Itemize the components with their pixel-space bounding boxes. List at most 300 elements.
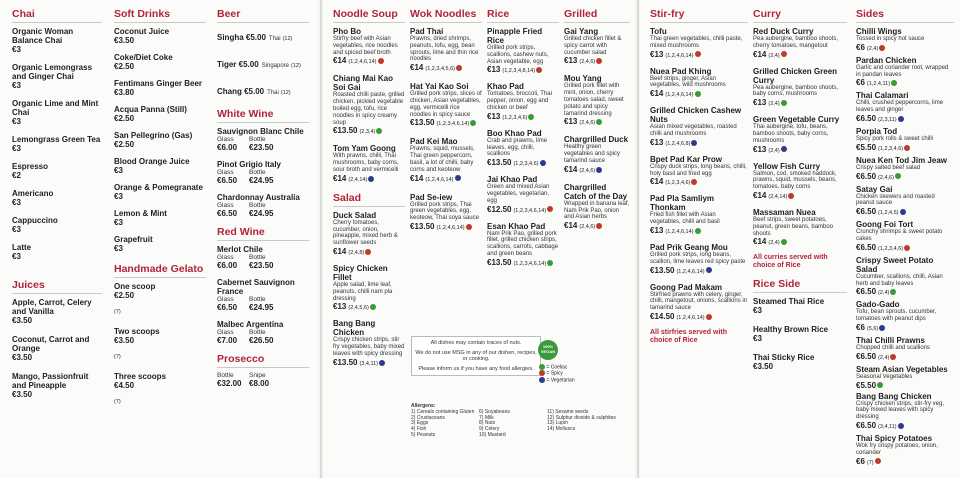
dish-price-row [856,287,954,298]
noodle-soup-title: Noodle Soup [333,8,405,23]
dish-name: Porpia Tod [856,126,898,136]
menu-item [12,189,102,207]
menu-item [753,325,847,343]
dish-price-row [753,237,847,248]
allergen-codes: (2,3,4) [359,129,376,136]
dish-price-row [650,226,748,237]
msg-note: We do not use MSG in any of our dishen, recipes, or cooking. [415,349,537,362]
item-name: Steamed Thai Rice [753,297,825,307]
dish-price: €6 [856,456,865,466]
dish-price-row [856,323,954,334]
wine-labels [217,296,309,303]
dish-name: Hat Yai Kao Soi [410,82,469,92]
dish-price-row [650,50,748,61]
dish-item [650,67,748,101]
diet-icon [691,179,697,185]
menu-item [12,63,102,90]
dish-name: Goong Pad Makam [650,282,723,292]
dish-item [753,67,847,110]
dish-item [650,155,748,189]
dish-name: Tofu [650,27,667,36]
diet-icon [875,458,881,464]
chai-title: Chai [12,8,102,23]
item-name: Organic Lemongrass and Ginger Chai [12,63,93,81]
dish-item [753,115,847,155]
item-price: €3 [114,218,123,227]
allergen-codes: (2,4,6) [579,59,596,66]
diet-icon [706,314,712,320]
dish-item [753,162,847,202]
curry-note: All curries served with choice of Rice [753,254,828,270]
wine-prices [217,176,309,185]
wine-labels [217,136,309,143]
nuts-note: All dishes may contain traces of nuts. [430,340,522,346]
allergen-entry: 13) Lupin [547,420,568,427]
allergen-note-box [411,336,541,376]
item-price: €3.50 [12,390,33,399]
allergen-list [411,404,621,439]
item-name: Coconut Juice [114,27,170,36]
dish-item [856,27,954,54]
diet-icon [547,206,553,212]
allergen-codes: (12) [282,36,293,42]
dish-description: Stirfry beef with Asian vegetables, rice noodles and spiced beef broth [333,36,398,56]
diet-icon [695,91,701,97]
dish-price-row [650,266,748,277]
dish-name: Pad Thai [410,27,444,36]
dish-price: €6.50 [856,351,877,361]
stirfry-column [650,6,748,345]
item-price: €2.50 [114,140,135,149]
wine-name: Pinot Grigio Italy [217,160,282,169]
dish-price: €5.50 [856,380,877,390]
wok-noodles-title: Wok Noodles [410,8,482,23]
rice-side-title: Rice Side [753,278,847,293]
bottle-price: €24.95 [249,303,274,312]
prosecco-snipe-label: Snipe [249,372,266,379]
diet-icon [890,354,896,360]
dish-name: Bang Bang Chicken [856,391,932,401]
diet-icon [596,167,602,173]
beer-title: Beer [217,8,309,23]
item-price: €3 [114,192,123,201]
allergen-codes: (1,2,3,4,8,14) [502,68,536,75]
dish-name: Duck Salad [333,210,377,220]
item-name: Apple, Carrot, Celery and Vanilla [12,298,92,316]
coeliac-icon [539,364,545,370]
vegan-badge: 100% VEGAN [538,340,558,360]
dish-item [650,283,748,323]
allergen-codes: (2,4,6) [579,167,596,174]
allergen-codes: (1,2,3,4,6) [878,145,904,152]
item-price: €3 [12,198,21,207]
dish-name: Satay Gai [856,184,893,194]
diet-icon [376,128,382,134]
allergen-codes: (2,4) [768,101,780,108]
dish-description: Tossed in spicy hot sauce [856,36,925,42]
dish-item [333,319,405,368]
dish-price: €14 [333,246,347,256]
dish-price-row [333,174,405,185]
dish-description: Seasonal Vegetables [856,373,913,380]
dish-price: €14 [410,173,424,183]
dish-price: €13 [650,49,664,59]
dish-price-row [564,221,630,232]
dish-name: Jai Khao Pad [487,175,538,185]
rice-column [487,6,559,275]
dish-name: Pad Kei Mao [410,137,458,147]
dish-name: Thai Chilli Prawns [856,335,925,345]
dish-price-row [333,56,405,67]
item-name: San Pellegrino (Gas) [114,131,193,140]
dish-price: €6 [856,78,865,88]
diet-icon [781,51,787,57]
diet-icon [455,175,461,181]
dish-description: With prawns, chilli, Thai mushrooms, baby corns, sour broth and vermicelli [333,153,399,173]
dish-description: Prawns, squid, mussels, Thai green peppercorn, basil, a lot of chilli, baby corns and keoteow [410,146,475,173]
dish-price: €13 [564,56,578,66]
dish-name: Steam Asian Vegetables [856,364,948,374]
allergen-codes: (1,2,4,6,14) [665,92,694,99]
dish-description: Crispy duck strips, long beans, chilli, holy basil and fried egg [650,163,747,177]
allergen-codes: (1,2,4,6,14) [665,228,694,235]
item-name: Fentimans Ginger Beer [114,79,203,88]
dish-price-row [333,358,405,369]
wine-prices [217,143,309,152]
dish-item [564,135,630,175]
dish-price: €6.50 [856,207,877,217]
item-price: €3 [12,81,21,90]
diet-icon [596,58,602,64]
dish-description: Chilli, crushed peppercorns, lime leaves and ginger [856,100,944,114]
dish-description: Salmon, cod, smoked haddock, prawns, squid, mussels, beans, tomatoes, baby corns [753,170,837,191]
menu-item [753,353,847,371]
dish-name: Esan Khao Pad [487,221,546,231]
dish-description: Roasted chilli paste, grilled chicken, pickled vegetable boiled egg, tofu, rice noodles in spicy creamy soup [333,92,405,126]
dish-name: Chilli Wings [856,27,902,36]
menu-item [12,216,102,234]
chai-column [12,6,102,409]
dish-description: Wok fry crispy potatoes, onion, coriander [856,442,938,456]
item-name: Healthy Brown Rice [753,325,829,335]
dish-price: €13.50 [333,126,358,136]
allergen-entry: 10) Mustard [479,431,506,438]
dish-price: €13 [753,98,767,108]
diet-icon [904,145,910,151]
dish-description: Grilled pork fillet with mint, onion, cherry tomatoes salad, sweet potato and spicy tamarind dressing [564,83,624,117]
allergen-entry: 11) Sesame seeds [547,408,589,415]
dish-item [410,193,482,233]
glass-price: €6.00 [217,261,238,270]
diet-icon [365,249,371,255]
dish-price-row [856,381,954,390]
item-price: €3.50 [114,36,135,45]
diet-legend: = Coeliac = Spicy = Vegetarian [538,364,575,383]
glass-price: €6.50 [217,303,238,312]
menu-item [114,183,206,201]
menu-item [114,235,206,253]
dish-name: Boo Khao Pad [487,128,542,138]
dish-price: €14 [753,49,767,59]
diet-icon [368,176,374,182]
glass-label: Glass [217,254,234,261]
allergen-codes: (7) [114,399,121,405]
dish-item [333,211,405,258]
dish-description: Tomatoes, broccoli, Thai pepper, onion, egg and chicken or beef [487,91,552,111]
allergen-codes: (5,6) [866,325,879,332]
soft-drinks-title: Soft Drinks [114,8,206,23]
vegetarian-icon [539,377,545,383]
menu-item [12,162,102,180]
wine-prices [217,336,309,345]
dish-description: Crispy chicken strips, stir-fry veg, baby mixed leaves with spicy dressing [856,400,945,421]
wine-name: Cabernet Sauvignon France [217,278,295,296]
dish-name: Bang Bang Chicken [333,319,376,338]
allergen-codes: (2,4) [866,45,879,52]
stirfry-note: All stirfries served with choice of Rice [650,328,728,344]
item-price: €2.50 [114,291,135,300]
dish-description: Apple salad, lime leaf, peanuts, chilli nam pla dressing [333,281,393,302]
dish-price-row [410,63,482,74]
wine-labels [217,202,309,209]
glass-price: €7.00 [217,336,238,345]
allergen-codes: (3,4,11) [359,360,379,367]
dish-price-row [753,50,847,61]
dish-price-row [650,138,748,149]
dish-description: Garlic and coriander root, wrapped in pandan leaves [856,64,949,78]
dish-name: Nuea Pad Khing [650,66,712,76]
glass-price: €6.00 [217,143,238,152]
dish-price-row [410,174,482,185]
dish-description: Tofu, bean sprouts, cucumber, tomatoes with peanut dips [856,309,937,323]
item-price: €3.50 [114,336,135,345]
wine-prices [217,261,309,270]
dish-name: Grilled Chicken Green Curry [753,66,838,85]
white-wine-title: White Wine [217,108,309,123]
diet-icon [596,223,602,229]
dish-item [650,194,748,237]
mains-panel [323,0,635,478]
dish-price: €13.50 [333,357,358,367]
dish-description: Stirfried prawns with celery, ginger, chilli, mangetout, onions, scallions in tamarind sauce [650,291,748,312]
diet-icon [378,58,384,64]
allergen-codes: (2,4) [768,52,780,59]
dish-description: Thai green vegetables, chilli paste, mixed mushrooms [650,36,743,49]
dish-description: Healthy green vegetables and spicy tamarind sauce [564,144,621,164]
allergen-entry: 12) Sulphur dioxide & sulphites [547,414,616,421]
dish-item [856,91,954,125]
dish-price-row [650,312,748,323]
dish-price-row [856,143,954,154]
prosecco-title: Prosecco [217,353,309,368]
wine-item [217,245,309,270]
allergen-entry: 4) Fish [411,426,427,433]
allergen-codes: (1,2,4,6,14) [425,176,454,183]
dish-price: €14.50 [650,311,675,321]
prosecco-item [217,372,309,388]
item-price: €3 [753,334,762,344]
dish-description: Chicken skewers and roasted peanut sauce [856,193,935,207]
dish-price-row [753,98,847,109]
menu-item [114,372,206,408]
bottle-label: Bottle [249,169,266,176]
allergen-codes: (2,4,6) [579,120,596,127]
gelato-title: Handmade Gelato [114,263,206,278]
menu-item [114,131,206,149]
allergen-codes: (1,2,4,5) [878,210,899,217]
menu-item [12,372,102,399]
allergen-codes: (7) [114,309,121,315]
wine-item [217,160,309,185]
menu-item [114,27,206,45]
dish-price-row [487,205,559,216]
diet-icon [890,289,896,295]
allergen-codes: (2,4) [768,147,780,154]
dish-description: Crispy chicken strips, stir fry vegetables, baby mixed leaves with spicy dressing [333,337,405,357]
dish-item [333,74,405,137]
dish-price-row [856,352,954,363]
dish-description: Beef strips, sweet potatoes, peanut, green beans, bamboo shoots [753,216,834,237]
diet-icon [781,100,787,106]
dish-price-row [856,243,954,254]
diet-icon [695,51,701,57]
item-name: Latte [12,243,32,252]
dish-description: Pea aubergine, bamboo shoots, cherry tomatoes, mangetout [753,36,839,49]
dish-description: Grilled pork strips, scallions, cashew nuts, Asian vegetable, egg [487,45,549,65]
wine-name: Merlot Chile [217,245,263,254]
item-price: €2 [12,171,21,180]
dish-item [856,156,954,183]
dish-price: €14 [410,63,424,73]
bottle-price: €24.95 [249,176,274,185]
diet-icon [528,114,534,120]
allergens-title: Allergens: [411,403,436,409]
allergen-codes: (1,2,4,6,14) [436,224,465,231]
wine-name: Chardonnay Australia [217,193,300,202]
dish-price: €14 [650,177,664,187]
dish-price-row [564,117,630,128]
dish-name: Pad Prik Geang Mou [650,242,728,252]
item-name: Two scoops [114,327,160,336]
sides-column [856,6,954,470]
dish-name: Green Vegetable Curry [753,115,840,125]
dish-item [650,27,748,61]
menu-item [114,282,206,318]
beer-item [217,54,309,72]
allergen-codes: (1,2,4,6,14) [665,52,694,59]
dish-item [487,82,559,122]
wine-item [217,193,309,218]
menu-item [753,297,847,315]
diet-icon [456,65,462,71]
item-name: Organic Lime and Mint Chai [12,99,99,117]
beer-name: Tiger €5.00 [217,60,259,69]
dish-name: Nuea Ken Tod Jim Jeaw [856,155,947,165]
item-name: Espresso [12,162,49,171]
dish-price-row [650,177,748,188]
diet-icon [466,224,472,230]
allergen-entry: 2) Crustaceans [411,414,445,421]
dish-name: Chargrilled Catch of the Day [564,182,628,201]
diet-icon [547,260,553,266]
diet-icon [370,304,376,310]
wok-column [410,6,482,241]
wine-labels [217,329,309,336]
beer-item [217,27,309,45]
glass-price: €6.50 [217,176,238,185]
beer-item [217,81,309,99]
dish-item [564,27,630,67]
dish-item [856,392,954,432]
item-name: Organic Woman Balance Chai [12,27,74,45]
dish-name: Gai Yang [564,27,599,36]
item-name: Acqua Panna (Still) [114,105,187,114]
item-name: Lemon & Mint [114,209,167,218]
dish-description: Crispy salted beef salad [856,164,921,171]
diet-icon [536,67,542,73]
salad-title: Salad [333,192,405,207]
dish-item [856,220,954,254]
allergen-entry: 8) Nuts [479,420,496,427]
dish-name: Pad Se-iew [410,192,453,202]
dish-name: Grilled Chicken Cashew Nuts [650,106,742,125]
dish-description: Spicy pork rolls & sweet chilli [856,135,934,142]
allergen-codes: (7) [866,459,874,466]
allergen-codes: (1,2,3,4,6,14) [513,260,547,267]
beer-origin: Thai [267,90,279,96]
dish-price-row [650,89,748,100]
dish-price: €5.50 [856,142,877,152]
dish-price: €14 [333,173,347,183]
dish-name: Bpet Pad Kar Prow [650,154,723,164]
grilled-title: Grilled [564,8,630,23]
dish-item [856,336,954,363]
dish-price-row [487,258,559,269]
dish-description: Cucumber, scallions, chilli, Asian herb and baby leaves [856,273,943,287]
dish-name: Gado-Gado [856,300,900,310]
dish-description: Cherry tomatoes, cucumber, onion, pineapple, mixed herb & sunflower seeds [333,219,398,247]
dish-item [856,185,954,219]
dish-price: €13.50 [487,158,512,168]
dish-item [856,434,954,468]
bottle-price: €24.95 [249,209,274,218]
bottle-label: Bottle [249,136,266,143]
stirfry-title: Stir-fry [650,8,748,23]
dish-name: Chiang Mai Kao Soi Gai [333,74,394,93]
allergen-entry: 7) Milk [479,414,494,421]
item-name: Thai Sticky Rice [753,353,815,363]
dish-price: €13 [333,302,347,312]
allergen-entry: 1) Cereals containing Gluten [411,408,475,415]
dish-price-row [856,207,954,218]
dish-item [856,256,954,299]
stirfry-panel [640,0,960,478]
menu-item [114,209,206,227]
diet-icon [898,116,904,122]
diet-icon [879,325,885,331]
item-name: Grapefruit [114,235,153,244]
beer-name: Chang €5.00 [217,87,265,96]
diet-icon [706,267,712,273]
dish-name: Pinapple Fried Rice [487,27,543,45]
bottle-label: Bottle [249,296,266,303]
dish-price: €13 [753,144,767,154]
item-price: €2.50 [114,62,135,71]
bottle-label: Bottle [249,202,266,209]
menu-item [12,335,102,362]
item-price: €3 [753,306,762,316]
dish-name: Mou Yang [564,74,602,84]
